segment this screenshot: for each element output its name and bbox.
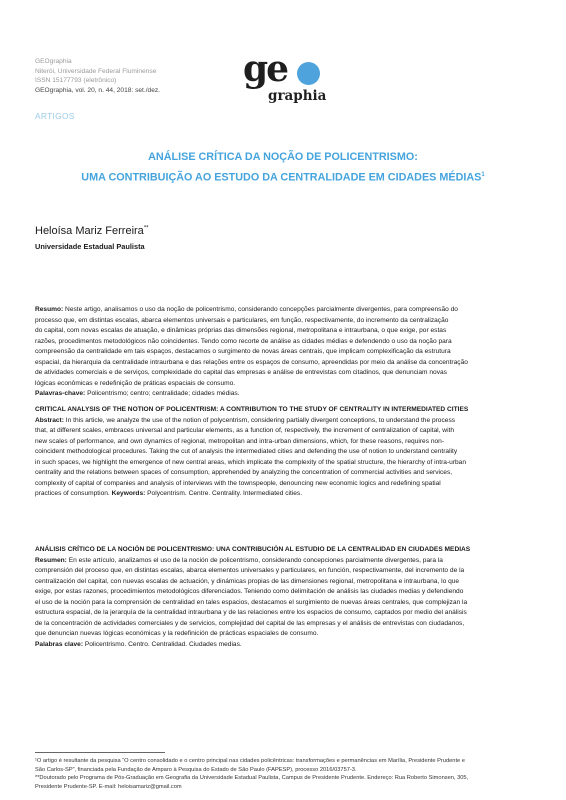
abstract-line: coincident methodological procedures. Taking the cut of analysis the intermediated cities and defending the use of notion to understand centrality bbox=[35, 448, 458, 455]
abstract-line: In this article, we analyze the use of the notion of polycentrism, considering partially divergent conceptions, to understand the process bbox=[63, 416, 456, 424]
footnote-divider bbox=[35, 752, 165, 753]
abstract-keywords-label: Keywords: bbox=[111, 490, 146, 497]
resumen-keywords: Policentrismo. Centro. Centralidad. Ciudades medias. bbox=[83, 640, 242, 648]
resumen-line: que denuncian nuevas lógicas económicas y la redefinición de prácticas espaciales de consumo. bbox=[35, 630, 319, 637]
abstract-label: Abstract: bbox=[35, 416, 64, 424]
footnotes bbox=[35, 757, 535, 791]
resumen-line: centralización del capital, con nuevas escalas de actuación, y dinámicas propias de las dimensiones regional, metropolitana e intraurbana, lo que bbox=[35, 577, 460, 585]
title-line-1: ANÁLISE CRÍTICA DA NOÇÃO DE POLICENTRISMO: bbox=[148, 151, 418, 163]
abstract-line: centrality and the relations between spaces of consumption, apprehended by analyzing the concentration of commercial activities and services, bbox=[35, 469, 453, 476]
resumen-line: exige, por estas razones, procedimientos metodológicos diferenciados. Teniendo como delimitación de análisis las ciudades medias y defendiendo bbox=[35, 588, 464, 595]
journal-name: GEOgraphia bbox=[35, 58, 72, 65]
author-affiliation: Universidade Estadual Paulista bbox=[35, 242, 145, 251]
resumen-line: comprensión del proceso que, en distintas escalas, abarca elementos universales y particulares, en función, respectivamente, del incremento de la bbox=[35, 567, 465, 574]
logo-ge: ge bbox=[243, 48, 288, 90]
logo-graphia: graphia bbox=[268, 88, 327, 104]
abstract-keywords: Polycentrism. Centre. Centrality. Intermediated cities. bbox=[145, 490, 303, 497]
abstract-line: in such spaces, we highlight the emergence of new central areas, which implicate the complexity of the spatial structure, the hierarchy of intra-urban bbox=[35, 458, 467, 466]
author-name: Heloísa Mariz Ferreira bbox=[35, 225, 144, 237]
footnote-line: Presidente Prudente-SP. E-mail: heloisamariz@gmail.com bbox=[35, 783, 182, 790]
resumo-line: processo que, em distintas escalas, abarca elementos universais e particulares, em função, respectivamente, do incremento da centralização bbox=[35, 316, 449, 324]
abstract-line: practices of consumption. bbox=[35, 490, 112, 497]
resumen-keywords-label: Palabras clave: bbox=[35, 640, 84, 648]
resumo-keywords-label: Palavras-chave: bbox=[35, 390, 86, 397]
footnote-line: **Doutorado pelo Programa de Pós-Graduação em Geografia da Universidade Estadual Paulista, Campus de Presidente Prudente. Endereço: Rua Roberto Simonsen, 305, bbox=[35, 775, 469, 781]
resumo-line: lógicas econômicas e redefinição de práticas espaciais de consumo. bbox=[35, 379, 236, 387]
resumen-line: de la concentración de actividades comerciales y de servicios, complejidad del capital de las empresas y el análisis de entrevistas con ciudadanos, bbox=[35, 619, 465, 627]
resumo-line: de atividades comerciais e de serviços, complexidade do capital das empresas e análise de entrevistas com citadinos, que denunciam novas bbox=[35, 369, 447, 376]
resumen-line: el uso de la noción para la comprensión de centralidad en tales espacios, destacamos el surgimiento de nuevas áreas centrales, que complejizan la bbox=[35, 598, 468, 606]
abstract-line: complexity of capital of companies and analysis of interviews with the townspeople, denouncing new economic logics and redefining spatial bbox=[35, 479, 441, 487]
geographia-logo bbox=[243, 48, 328, 114]
resumo-line: razões, procedimentos metodológicos não coincidentes. Tendo como recorte de análise as cidades médias e defendendo o uso da noção para bbox=[35, 337, 452, 345]
section-label: ARTIGOS bbox=[35, 111, 75, 121]
abstract-line: that, at different scales, embraces universal and particular elements, as a function of, respectively, the increment of centralization of capital, with bbox=[35, 427, 455, 434]
resumen-line: estructura espacial, de la jerarquía de la centralidad intraurbana y de las relaciones entre los espacios de consumo, captados por medio del análisis bbox=[35, 609, 467, 616]
resumen-label: Resumen: bbox=[35, 556, 67, 564]
logo-dot-icon bbox=[297, 62, 320, 85]
abstract-line: new scales of performance, and own dynamics of regional, metropolitan and intra-urban dimensions, which, for these reasons, requires non- bbox=[35, 437, 445, 445]
abstract-block bbox=[35, 405, 531, 500]
title-line-2: UMA CONTRIBUIÇÃO AO ESTUDO DA CENTRALIDADE EM CIDADES MÉDIAS bbox=[81, 171, 482, 184]
journal-place: Niterói, Universidade Federal Fluminense bbox=[35, 67, 157, 75]
resumo-block bbox=[35, 305, 531, 400]
author bbox=[35, 225, 148, 237]
resumo-line: espacial, da hierarquia da centralidade intraurbana e das relações entre os espaços de consumo, apreendidas por meio da análise da concentração bbox=[35, 358, 468, 366]
title-footnote-marker: 1 bbox=[481, 172, 485, 178]
resumen-line: En este artículo, analizamos el uso de la noción de policentrismo, considerando concepciones parcialmente divergentes, para la bbox=[66, 556, 443, 564]
footnote-line: ¹O artigo é resultante da pesquisa “O centro consolidado e o centro principal nas cidades policêntricas: transformações e permanências em Marília, Presidente Prudente e bbox=[35, 758, 465, 764]
article-title bbox=[35, 148, 531, 187]
resumo-line: Neste artigo, analisamos o uso da noção de policentrismo, considerando concepções parcialmente divergentes, para compreensão do bbox=[63, 306, 458, 313]
resumo-line: do capital, com novas escalas de atuação, e dinâmicas próprias das dimensões regional, metropolitana e intraurbana, o que exige, por estas bbox=[35, 327, 447, 334]
resumo-line: compreensão da centralidade em tais espaços, destacamos o surgimento de novas áreas centrais, que implicam complexificação da estrutura bbox=[35, 348, 451, 355]
resumo-label: Resumo: bbox=[35, 306, 64, 313]
author-footnote-marker: ** bbox=[143, 225, 149, 232]
abstract-heading: CRITICAL ANALYSIS OF THE NOTION OF POLICENTRISM: A CONTRIBUTION TO THE STUDY OF CENTRALITY IN INTERMEDIATED CITIES bbox=[35, 406, 469, 413]
journal-citation: GEOgraphia, vol. 20, n. 44, 2018: set./dez. bbox=[35, 86, 160, 94]
resumen-heading: ANÁLISIS CRÍTICO DE LA NOCIÓN DE POLICENTRISMO: UNA CONTRIBUCIÓN AL ESTUDIO DE LA CENTRALIDAD EN CIUDADES MEDIAS bbox=[35, 546, 471, 553]
journal-info bbox=[35, 57, 160, 95]
resumo-keywords: Policentrismo; centro; centralidade; cidades médias. bbox=[85, 390, 240, 397]
resumen-block bbox=[35, 545, 531, 650]
footnote-line: São Carlos-SP”, financiada pela Fundação de Amparo à Pesquisa do Estado de São Paulo (FAPESP), processo 2016/03757-3. bbox=[35, 766, 357, 773]
journal-issn: ISSN 15177793 (eletrônico) bbox=[35, 77, 117, 85]
